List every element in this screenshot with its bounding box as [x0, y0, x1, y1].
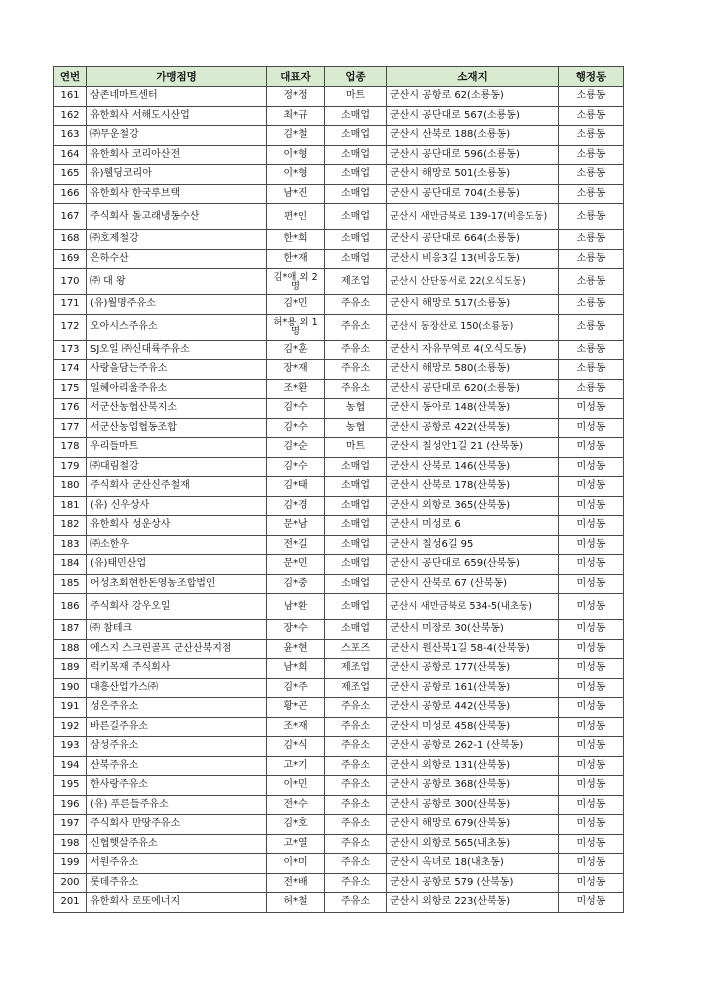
cell-address: 군산시 칠성6길 95 [387, 535, 559, 555]
cell-industry: 소매업 [325, 184, 387, 204]
table-row [54, 795, 624, 815]
table-row [54, 717, 624, 737]
cell-name: 산북주유소 [87, 756, 267, 776]
cell-rep: 김*수 [267, 457, 325, 477]
cell-rep: 남*환 [267, 594, 325, 620]
cell-dong: 소룡동 [559, 295, 624, 315]
cell-dong: 소룡동 [559, 230, 624, 250]
cell-name: 유)웰딩코리아 [87, 165, 267, 185]
cell-address: 군산시 공단대로 664(소룡동) [387, 230, 559, 250]
cell-name: (유) 신우상사 [87, 496, 267, 516]
cell-dong: 미성동 [559, 516, 624, 536]
cell-industry: 주유소 [325, 893, 387, 913]
table-row [54, 873, 624, 893]
cell-rep: 김*호 [267, 815, 325, 835]
cell-industry: 소매업 [325, 555, 387, 575]
cell-no: 191 [54, 698, 87, 718]
cell-rep: 정*정 [267, 87, 325, 107]
cell-rep: 이*민 [267, 776, 325, 796]
cell-rep: 조*재 [267, 717, 325, 737]
table-row [54, 184, 624, 204]
cell-industry: 주유소 [325, 873, 387, 893]
cell-dong: 미성동 [559, 815, 624, 835]
cell-industry: 주유소 [325, 756, 387, 776]
cell-no: 162 [54, 106, 87, 126]
table-row [54, 620, 624, 640]
cell-address: 군산시 미장로 30(산북동) [387, 620, 559, 640]
cell-address: 군산시 동장산로 150(소룡동) [387, 314, 559, 340]
cell-rep: 전*배 [267, 873, 325, 893]
table-row [54, 776, 624, 796]
cell-name: 서원주유소 [87, 854, 267, 874]
cell-address: 군산시 해망로 580(소룡동) [387, 360, 559, 380]
cell-dong: 미성동 [559, 678, 624, 698]
cell-name: 주식회사 군산신주철재 [87, 477, 267, 497]
table-row [54, 516, 624, 536]
cell-industry: 주유소 [325, 854, 387, 874]
cell-no: 194 [54, 756, 87, 776]
cell-name: 은하수산 [87, 249, 267, 269]
cell-name: 바른길주유소 [87, 717, 267, 737]
cell-dong: 미성동 [559, 535, 624, 555]
cell-industry: 소매업 [325, 496, 387, 516]
cell-name: 주식회사 강우오일 [87, 594, 267, 620]
cell-dong: 소룡동 [559, 379, 624, 399]
cell-industry: 농협 [325, 418, 387, 438]
table-row [54, 893, 624, 913]
cell-address: 군산시 공항로 422(산북동) [387, 418, 559, 438]
cell-no: 193 [54, 737, 87, 757]
cell-rep: 최*규 [267, 106, 325, 126]
cell-address: 군산시 동아로 148(산북동) [387, 399, 559, 419]
cell-address: 군산시 공항로 442(산북동) [387, 698, 559, 718]
cell-no: 196 [54, 795, 87, 815]
cell-industry: 주유소 [325, 737, 387, 757]
cell-dong: 미성동 [559, 438, 624, 458]
cell-industry: 주유소 [325, 360, 387, 380]
cell-industry: 주유소 [325, 340, 387, 360]
cell-industry: 스포즈 [325, 639, 387, 659]
table-row [54, 126, 624, 146]
header-name: 가맹점명 [87, 67, 267, 87]
cell-dong: 미성동 [559, 418, 624, 438]
cell-dong: 미성동 [559, 496, 624, 516]
table-row [54, 165, 624, 185]
cell-dong: 미성동 [559, 659, 624, 679]
cell-no: 172 [54, 314, 87, 340]
table-row [54, 854, 624, 874]
cell-industry: 소매업 [325, 106, 387, 126]
cell-rep: 조*환 [267, 379, 325, 399]
cell-address: 군산시 공항로 161(산북동) [387, 678, 559, 698]
cell-no: 195 [54, 776, 87, 796]
cell-dong: 미성동 [559, 717, 624, 737]
cell-dong: 소룡동 [559, 87, 624, 107]
cell-dong: 소룡동 [559, 165, 624, 185]
cell-no: 165 [54, 165, 87, 185]
cell-dong: 소룡동 [559, 269, 624, 295]
cell-no: 188 [54, 639, 87, 659]
cell-industry: 주유소 [325, 379, 387, 399]
cell-name: 주식회사 돌고래냉동수산 [87, 204, 267, 230]
table-row [54, 314, 624, 340]
table-row [54, 418, 624, 438]
cell-rep: 김*식 [267, 737, 325, 757]
cell-industry: 소매업 [325, 126, 387, 146]
cell-industry: 소매업 [325, 249, 387, 269]
cell-no: 186 [54, 594, 87, 620]
cell-address: 군산시 외항로 223(산북동) [387, 893, 559, 913]
cell-address: 군산시 외항로 365(산북동) [387, 496, 559, 516]
table-row [54, 737, 624, 757]
cell-name: 유한회사 한국루브택 [87, 184, 267, 204]
cell-address: 군산시 산단동서로 22(오식도동) [387, 269, 559, 295]
cell-rep: 문*남 [267, 516, 325, 536]
header-row [54, 67, 624, 87]
cell-dong: 미성동 [559, 854, 624, 874]
cell-no: 198 [54, 834, 87, 854]
cell-address: 군산시 칠성안1길 21 (산북동) [387, 438, 559, 458]
cell-name: 롯데주유소 [87, 873, 267, 893]
table-row [54, 659, 624, 679]
cell-name: ㈜소한우 [87, 535, 267, 555]
cell-name: (유)태민산업 [87, 555, 267, 575]
cell-no: 163 [54, 126, 87, 146]
cell-dong: 소룡동 [559, 314, 624, 340]
cell-address: 군산시 공항로 368(산북동) [387, 776, 559, 796]
cell-dong: 소룡동 [559, 184, 624, 204]
cell-name: 유한회사 로또에너지 [87, 893, 267, 913]
cell-rep: 남*진 [267, 184, 325, 204]
cell-rep: 윤*현 [267, 639, 325, 659]
cell-name: 오아시스주유소 [87, 314, 267, 340]
cell-rep: 이*미 [267, 854, 325, 874]
cell-dong: 미성동 [559, 756, 624, 776]
cell-rep: 김*순 [267, 438, 325, 458]
cell-rep: 김*태 [267, 477, 325, 497]
merchant-table [53, 66, 624, 913]
cell-address: 군산시 산북로 67 (산북동) [387, 574, 559, 594]
cell-no: 161 [54, 87, 87, 107]
cell-no: 177 [54, 418, 87, 438]
cell-rep: 문*민 [267, 555, 325, 575]
cell-rep: 장*수 [267, 620, 325, 640]
cell-rep: 황*곤 [267, 698, 325, 718]
cell-industry: 주유소 [325, 295, 387, 315]
cell-dong: 소룡동 [559, 106, 624, 126]
cell-rep: 남*희 [267, 659, 325, 679]
cell-name: 성은주유소 [87, 698, 267, 718]
table-row [54, 678, 624, 698]
table-row [54, 249, 624, 269]
cell-address: 군산시 공단대로 659(산북동) [387, 555, 559, 575]
cell-address: 군산시 해망로 517(소룡동) [387, 295, 559, 315]
table-row [54, 87, 624, 107]
table-row [54, 639, 624, 659]
cell-industry: 소매업 [325, 230, 387, 250]
cell-address: 군산시 원산북1길 58-4(산북동) [387, 639, 559, 659]
cell-dong: 미성동 [559, 893, 624, 913]
cell-dong: 소룡동 [559, 126, 624, 146]
cell-no: 179 [54, 457, 87, 477]
table-row [54, 399, 624, 419]
cell-address: 군산시 산북로 188(소룡동) [387, 126, 559, 146]
header-address: 소재지 [387, 67, 559, 87]
table-row [54, 295, 624, 315]
cell-no: 173 [54, 340, 87, 360]
cell-name: ㈜ 대 왕 [87, 269, 267, 295]
table-row [54, 230, 624, 250]
cell-dong: 소룡동 [559, 204, 624, 230]
table-row [54, 698, 624, 718]
cell-dong: 미성동 [559, 555, 624, 575]
cell-industry: 소매업 [325, 535, 387, 555]
cell-industry: 주유소 [325, 698, 387, 718]
cell-no: 185 [54, 574, 87, 594]
table-row [54, 574, 624, 594]
cell-no: 175 [54, 379, 87, 399]
cell-address: 군산시 새만금북로 139-17(비응도동) [387, 204, 559, 230]
cell-rep: 고*기 [267, 756, 325, 776]
cell-dong: 미성동 [559, 737, 624, 757]
cell-name: 대흥산업가스㈜ [87, 678, 267, 698]
cell-address: 군산시 미성로 6 [387, 516, 559, 536]
table-row [54, 555, 624, 575]
cell-no: 200 [54, 873, 87, 893]
cell-name: 신협햇살주유소 [87, 834, 267, 854]
cell-rep: 이*형 [267, 145, 325, 165]
cell-industry: 소매업 [325, 516, 387, 536]
cell-dong: 미성동 [559, 594, 624, 620]
cell-industry: 소매업 [325, 477, 387, 497]
table-row [54, 756, 624, 776]
cell-industry: 주유소 [325, 795, 387, 815]
cell-dong: 미성동 [559, 399, 624, 419]
cell-name: 우리들마트 [87, 438, 267, 458]
cell-industry: 제조업 [325, 659, 387, 679]
cell-address: 군산시 해망로 679(산북동) [387, 815, 559, 835]
table-row [54, 815, 624, 835]
table-row [54, 145, 624, 165]
cell-rep: 김*훈 [267, 340, 325, 360]
cell-dong: 미성동 [559, 574, 624, 594]
cell-rep: 김*수 [267, 399, 325, 419]
cell-rep: 편*인 [267, 204, 325, 230]
cell-no: 197 [54, 815, 87, 835]
cell-dong: 미성동 [559, 834, 624, 854]
cell-no: 199 [54, 854, 87, 874]
table-row [54, 834, 624, 854]
table-row [54, 594, 624, 620]
cell-address: 군산시 공항로 579 (산북동) [387, 873, 559, 893]
cell-name: 유한회사 코리아산전 [87, 145, 267, 165]
header-dong: 행정동 [559, 67, 624, 87]
cell-industry: 소매업 [325, 145, 387, 165]
cell-name: 럭키목재 주식회사 [87, 659, 267, 679]
cell-no: 183 [54, 535, 87, 555]
cell-no: 168 [54, 230, 87, 250]
cell-address: 군산시 비응3길 13(비응도동) [387, 249, 559, 269]
cell-industry: 농협 [325, 399, 387, 419]
cell-dong: 미성동 [559, 457, 624, 477]
cell-industry: 소매업 [325, 204, 387, 230]
table-row [54, 360, 624, 380]
cell-rep: 전*길 [267, 535, 325, 555]
cell-industry: 소매업 [325, 574, 387, 594]
cell-dong: 소룡동 [559, 249, 624, 269]
cell-name: ㈜무운철강 [87, 126, 267, 146]
cell-name: 서군산농업협동조합 [87, 418, 267, 438]
table-row [54, 457, 624, 477]
cell-industry: 소매업 [325, 457, 387, 477]
cell-address: 군산시 자유무역로 4(오식도동) [387, 340, 559, 360]
cell-industry: 주유소 [325, 776, 387, 796]
cell-address: 군산시 산북로 146(산북동) [387, 457, 559, 477]
cell-no: 164 [54, 145, 87, 165]
cell-industry: 소매업 [325, 594, 387, 620]
cell-address: 군산시 해망로 501(소룡동) [387, 165, 559, 185]
cell-name: 어성초회현한돈영농조합법인 [87, 574, 267, 594]
cell-name: 유한회사 서해도시산업 [87, 106, 267, 126]
cell-no: 181 [54, 496, 87, 516]
cell-name: 유한회사 성운상사 [87, 516, 267, 536]
table-row [54, 204, 624, 230]
cell-industry: 제조업 [325, 678, 387, 698]
cell-no: 192 [54, 717, 87, 737]
table-row [54, 340, 624, 360]
table-row [54, 438, 624, 458]
header-no: 연번 [54, 67, 87, 87]
cell-rep: 허*철 [267, 893, 325, 913]
cell-name: 사랑을담는주유소 [87, 360, 267, 380]
cell-name: (유)월명주유소 [87, 295, 267, 315]
cell-address: 군산시 공단대로 567(소룡동) [387, 106, 559, 126]
cell-name: 에스지 스크린골프 군산산북지점 [87, 639, 267, 659]
cell-no: 190 [54, 678, 87, 698]
cell-rep: 허*용 외 1명 [267, 314, 325, 340]
cell-dong: 소룡동 [559, 360, 624, 380]
table-row [54, 269, 624, 295]
cell-name: ㈜대림철강 [87, 457, 267, 477]
cell-rep: 김*민 [267, 295, 325, 315]
cell-dong: 미성동 [559, 776, 624, 796]
cell-address: 군산시 새만금북로 534-5(내초동) [387, 594, 559, 620]
cell-no: 178 [54, 438, 87, 458]
cell-industry: 마트 [325, 438, 387, 458]
cell-no: 201 [54, 893, 87, 913]
cell-industry: 주유소 [325, 717, 387, 737]
cell-dong: 미성동 [559, 639, 624, 659]
cell-no: 182 [54, 516, 87, 536]
cell-address: 군산시 산북로 178(산북동) [387, 477, 559, 497]
cell-industry: 제조업 [325, 269, 387, 295]
cell-address: 군산시 공단대로 620(소룡동) [387, 379, 559, 399]
cell-rep: 한*재 [267, 249, 325, 269]
header-industry: 업종 [325, 67, 387, 87]
cell-dong: 미성동 [559, 477, 624, 497]
cell-industry: 주유소 [325, 834, 387, 854]
cell-rep: 김*애 외 2명 [267, 269, 325, 295]
cell-no: 184 [54, 555, 87, 575]
cell-dong: 미성동 [559, 698, 624, 718]
cell-name: 삼존네마트센터 [87, 87, 267, 107]
header-rep: 대표자 [267, 67, 325, 87]
cell-address: 군산시 외항로 131(산북동) [387, 756, 559, 776]
cell-name: SJ오일 ㈜신대륙주유소 [87, 340, 267, 360]
cell-address: 군산시 공단대로 596(소룡동) [387, 145, 559, 165]
cell-name: 서군산농협산북지소 [87, 399, 267, 419]
cell-address: 군산시 공항로 262-1 (산북동) [387, 737, 559, 757]
cell-dong: 미성동 [559, 873, 624, 893]
cell-address: 군산시 공단대로 704(소룡동) [387, 184, 559, 204]
cell-dong: 미성동 [559, 795, 624, 815]
table-row [54, 379, 624, 399]
cell-rep: 김*수 [267, 418, 325, 438]
table-row [54, 106, 624, 126]
table-row [54, 496, 624, 516]
cell-address: 군산시 미성로 458(산북동) [387, 717, 559, 737]
cell-rep: 김*중 [267, 574, 325, 594]
cell-address: 군산시 외항로 565(내초동) [387, 834, 559, 854]
cell-industry: 주유소 [325, 815, 387, 835]
cell-rep: 이*형 [267, 165, 325, 185]
cell-no: 166 [54, 184, 87, 204]
cell-industry: 소매업 [325, 165, 387, 185]
cell-dong: 소룡동 [559, 340, 624, 360]
cell-address: 군산시 공항로 62(소룡동) [387, 87, 559, 107]
cell-no: 187 [54, 620, 87, 640]
cell-rep: 김*경 [267, 496, 325, 516]
cell-rep: 고*열 [267, 834, 325, 854]
table-row [54, 477, 624, 497]
cell-name: 일혜아리울주유소 [87, 379, 267, 399]
cell-rep: 전*수 [267, 795, 325, 815]
cell-name: ㈜ 참테크 [87, 620, 267, 640]
cell-rep: 장*재 [267, 360, 325, 380]
cell-no: 171 [54, 295, 87, 315]
cell-industry: 마트 [325, 87, 387, 107]
cell-name: 한사랑주유소 [87, 776, 267, 796]
cell-dong: 소룡동 [559, 145, 624, 165]
cell-rep: 김*철 [267, 126, 325, 146]
cell-rep: 김*주 [267, 678, 325, 698]
cell-industry: 소매업 [325, 620, 387, 640]
cell-no: 169 [54, 249, 87, 269]
cell-name: (유) 푸른들주유소 [87, 795, 267, 815]
cell-name: 주식회사 만땅주유소 [87, 815, 267, 835]
cell-no: 189 [54, 659, 87, 679]
table-row [54, 535, 624, 555]
cell-no: 180 [54, 477, 87, 497]
cell-no: 167 [54, 204, 87, 230]
cell-rep: 한*희 [267, 230, 325, 250]
cell-address: 군산시 공항로 177(산북동) [387, 659, 559, 679]
cell-industry: 주유소 [325, 314, 387, 340]
cell-name: ㈜호제철강 [87, 230, 267, 250]
cell-no: 176 [54, 399, 87, 419]
table-body [54, 87, 624, 913]
cell-no: 170 [54, 269, 87, 295]
cell-address: 군산시 공항로 300(산북동) [387, 795, 559, 815]
cell-name: 삼성주유소 [87, 737, 267, 757]
cell-dong: 미성동 [559, 620, 624, 640]
cell-address: 군산시 옥녀로 18(내초동) [387, 854, 559, 874]
cell-no: 174 [54, 360, 87, 380]
